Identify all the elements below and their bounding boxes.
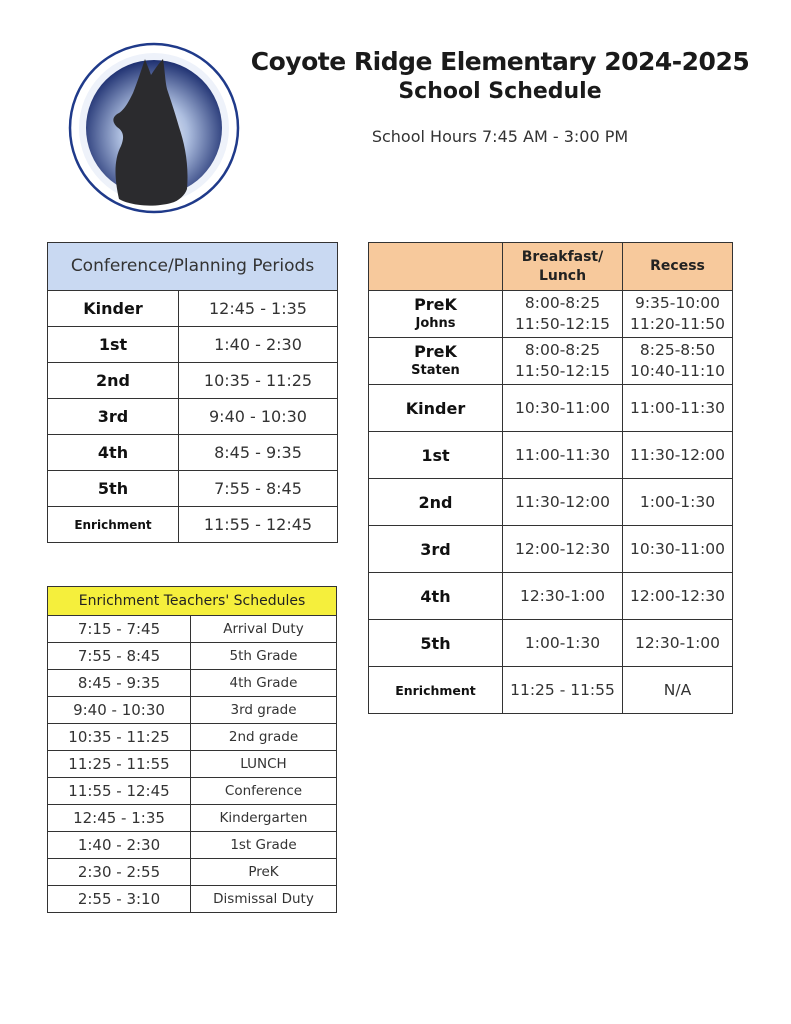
table-row <box>48 697 337 724</box>
table-row <box>48 291 338 327</box>
activity-cell: 3rd grade <box>191 697 337 724</box>
recess-cell <box>623 338 733 385</box>
meal-cell: 11:25 - 11:55 <box>503 667 623 714</box>
blank-header <box>369 243 503 291</box>
recess-cell: 12:00-12:30 <box>623 573 733 620</box>
table-row <box>48 399 338 435</box>
conference-planning-table <box>47 242 338 543</box>
grade-cell: 1st <box>369 432 503 479</box>
table-row <box>369 667 733 714</box>
grade-cell <box>369 291 503 338</box>
table-row <box>48 327 338 363</box>
recess-cell: 1:00-1:30 <box>623 479 733 526</box>
time-cell: 7:55 - 8:45 <box>48 643 191 670</box>
activity-cell: 4th Grade <box>191 670 337 697</box>
time-cell: 11:55 - 12:45 <box>179 507 338 543</box>
grade-cell <box>369 338 503 385</box>
meal-cell: 12:30-1:00 <box>503 573 623 620</box>
table-row <box>48 363 338 399</box>
time-cell: 12:45 - 1:35 <box>48 805 191 832</box>
activity-cell: 5th Grade <box>191 643 337 670</box>
table-row <box>48 832 337 859</box>
table-row <box>369 620 733 667</box>
time-cell: 9:40 - 10:30 <box>179 399 338 435</box>
grade-cell: 5th <box>48 471 179 507</box>
activity-cell: Kindergarten <box>191 805 337 832</box>
school-hours: School Hours 7:45 AM - 3:00 PM <box>371 127 629 146</box>
schedule-subtitle: School Schedule <box>398 79 602 104</box>
activity-cell: 2nd grade <box>191 724 337 751</box>
time-cell: 7:55 - 8:45 <box>179 471 338 507</box>
recess-time-2: 11:20-11:50 <box>630 315 725 333</box>
meal-cell: 1:00-1:30 <box>503 620 623 667</box>
recess-cell: 11:00-11:30 <box>623 385 733 432</box>
time-cell: 1:40 - 2:30 <box>48 832 191 859</box>
activity-cell: LUNCH <box>191 751 337 778</box>
time-cell: 11:25 - 11:55 <box>48 751 191 778</box>
meal-cell <box>503 291 623 338</box>
table-row <box>48 751 337 778</box>
time-cell: 9:40 - 10:30 <box>48 697 191 724</box>
table-row <box>48 643 337 670</box>
table-row <box>369 432 733 479</box>
recess-time-2: 10:40-11:10 <box>630 362 725 380</box>
enrichment-table-title: Enrichment Teachers' Schedules <box>48 587 337 616</box>
meal-time: 8:00-8:25 <box>524 294 601 312</box>
time-cell: 2:30 - 2:55 <box>48 859 191 886</box>
enrichment-schedule-table <box>47 586 337 913</box>
grade-cell: Kinder <box>369 385 503 432</box>
grade-cell: Enrichment <box>369 667 503 714</box>
table-row <box>48 886 337 913</box>
recess-cell: 11:30-12:00 <box>623 432 733 479</box>
recess-time: 9:35-10:00 <box>634 294 721 312</box>
school-title: Coyote Ridge Elementary 2024-2025 <box>250 47 750 76</box>
lunch-recess-table <box>368 242 733 714</box>
meal-cell: 10:30-11:00 <box>503 385 623 432</box>
table-row <box>48 616 337 643</box>
table-row <box>369 479 733 526</box>
time-cell: 1:40 - 2:30 <box>179 327 338 363</box>
recess-cell: N/A <box>623 667 733 714</box>
activity-cell: Conference <box>191 778 337 805</box>
meal-cell: 11:00-11:30 <box>503 432 623 479</box>
activity-cell: 1st Grade <box>191 832 337 859</box>
grade-cell: Enrichment <box>48 507 179 543</box>
grade-cell: 4th <box>48 435 179 471</box>
table-row <box>369 291 733 338</box>
activity-cell: Arrival Duty <box>191 616 337 643</box>
table-row <box>48 859 337 886</box>
grade-cell: 5th <box>369 620 503 667</box>
breakfast-lunch-header: Breakfast/ Lunch <box>503 243 623 291</box>
table-row <box>369 385 733 432</box>
grade-cell: 4th <box>369 573 503 620</box>
teacher-label: Johns <box>415 316 456 331</box>
table-row <box>48 724 337 751</box>
recess-cell: 12:30-1:00 <box>623 620 733 667</box>
grade-cell: 2nd <box>48 363 179 399</box>
grade-cell: 2nd <box>369 479 503 526</box>
recess-header: Recess <box>623 243 733 291</box>
meal-time-2: 11:50-12:15 <box>515 315 610 333</box>
recess-cell <box>623 291 733 338</box>
activity-cell: PreK <box>191 859 337 886</box>
grade-label: PreK <box>414 295 457 314</box>
time-cell: 8:45 - 9:35 <box>179 435 338 471</box>
grade-cell: Kinder <box>48 291 179 327</box>
teacher-label: Staten <box>411 363 460 378</box>
table-row <box>48 435 338 471</box>
table-row <box>369 573 733 620</box>
table-row <box>48 507 338 543</box>
time-cell: 7:15 - 7:45 <box>48 616 191 643</box>
recess-time: 8:25-8:50 <box>639 341 716 359</box>
grade-label: PreK <box>414 342 457 361</box>
table-row <box>48 471 338 507</box>
meal-time-2: 11:50-12:15 <box>515 362 610 380</box>
time-cell: 12:45 - 1:35 <box>179 291 338 327</box>
recess-cell: 10:30-11:00 <box>623 526 733 573</box>
grade-cell: 3rd <box>369 526 503 573</box>
table-row <box>48 805 337 832</box>
meal-cell: 11:30-12:00 <box>503 479 623 526</box>
activity-cell: Dismissal Duty <box>191 886 337 913</box>
grade-cell: 3rd <box>48 399 179 435</box>
time-cell: 11:55 - 12:45 <box>48 778 191 805</box>
table-row <box>369 526 733 573</box>
meal-cell: 12:00-12:30 <box>503 526 623 573</box>
grade-cell: 1st <box>48 327 179 363</box>
time-cell: 8:45 - 9:35 <box>48 670 191 697</box>
table-row <box>48 670 337 697</box>
conference-table-title: Conference/Planning Periods <box>48 243 338 291</box>
time-cell: 2:55 - 3:10 <box>48 886 191 913</box>
time-cell: 10:35 - 11:25 <box>179 363 338 399</box>
table-row <box>48 778 337 805</box>
coyote-logo <box>67 41 241 215</box>
meal-cell <box>503 338 623 385</box>
time-cell: 10:35 - 11:25 <box>48 724 191 751</box>
table-row <box>369 338 733 385</box>
meal-time: 8:00-8:25 <box>524 341 601 359</box>
